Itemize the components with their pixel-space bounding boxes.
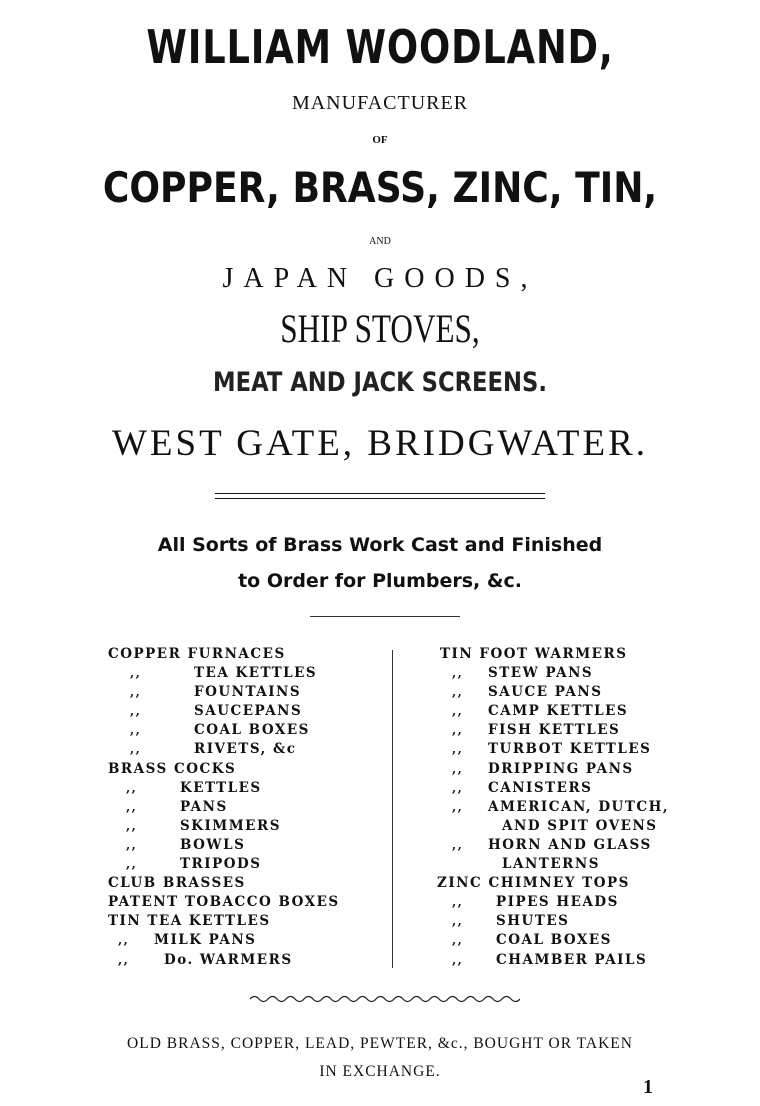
list-item: ,, SHUTES	[452, 913, 570, 930]
list-item: ,, FISH KETTLES	[452, 722, 621, 739]
ditto-mark: ,,	[130, 742, 142, 757]
list-item: ,, PANS	[126, 798, 228, 815]
list-item: ,, RIVETS, &c	[130, 741, 297, 758]
list-item: ,, CANISTERS	[452, 779, 593, 796]
page-number: 1	[643, 1076, 653, 1098]
ditto-mark: ,,	[452, 723, 464, 738]
of-label: OF	[372, 134, 388, 146]
list-item: ,, CHAMBER PAILS	[452, 951, 648, 968]
list-item: CLUB BRASSES	[108, 875, 246, 892]
list-item: ,, PIPES HEADS	[452, 894, 619, 911]
footer-line-2: IN EXCHANGE.	[319, 1063, 441, 1080]
ditto-mark: ,,	[118, 952, 130, 967]
meat-jack-screens-heading: MEAT AND JACK SCREENS.	[213, 367, 547, 398]
list-item: TIN TEA KETTLES	[108, 913, 271, 930]
list-item: ,, SAUCE PANS	[452, 684, 603, 701]
ditto-mark: ,,	[452, 704, 464, 719]
ditto-mark: ,,	[452, 837, 464, 852]
ditto-mark: ,,	[130, 704, 142, 719]
ditto-mark: ,,	[126, 780, 138, 795]
ditto-mark: ,,	[126, 857, 138, 872]
list-item: ,, DRIPPING PANS	[452, 760, 634, 777]
list-item: ,, TURBOT KETTLES	[452, 741, 652, 758]
list-item: ,, FOUNTAINS	[130, 684, 302, 701]
metals-heading: COPPER, BRASS, ZINC, TIN,	[102, 163, 658, 212]
ditto-mark: ,,	[452, 933, 464, 948]
list-item: ,, COAL BOXES	[452, 932, 612, 949]
ditto-mark: ,,	[126, 818, 138, 833]
list-item: ,, TEA KETTLES	[130, 665, 318, 682]
list-item: ,, CAMP KETTLES	[452, 703, 629, 720]
notice-line-1: All Sorts of Brass Work Cast and Finished	[157, 534, 603, 556]
list-item: ,, MILK PANS	[118, 932, 257, 949]
manufacturer-label: MANUFACTURER	[291, 92, 469, 114]
ditto-mark: ,,	[452, 666, 464, 681]
list-item: ,, HORN AND GLASS	[452, 836, 652, 853]
list-item: COPPER FURNACES	[108, 646, 286, 662]
ditto-mark: ,,	[126, 837, 138, 852]
list-item: LANTERNS	[502, 856, 600, 873]
list-item: ,, Do. WARMERS	[118, 951, 293, 968]
list-item: TIN FOOT WARMERS	[440, 646, 628, 662]
ditto-mark: ,,	[130, 723, 142, 738]
list-item: AND SPIT OVENS	[502, 817, 658, 834]
and-label: AND	[369, 236, 391, 247]
list-item: ,, COAL BOXES	[130, 722, 310, 739]
list-item: ,, SKIMMERS	[126, 817, 281, 834]
list-item: ,, STEW PANS	[452, 665, 594, 682]
list-item: ,, KETTLES	[126, 779, 262, 796]
ditto-mark: ,,	[452, 685, 464, 700]
list-item: ,, SAUCEPANS	[130, 703, 303, 720]
ditto-mark: ,,	[118, 933, 130, 948]
list-item: ZINC CHIMNEY TOPS	[437, 875, 630, 892]
wavy-rule-divider	[250, 993, 520, 1005]
ditto-mark: ,,	[452, 761, 464, 776]
ditto-mark: ,,	[452, 895, 464, 910]
address-line: WEST GATE, BRIDGWATER.	[111, 423, 648, 464]
short-rule-divider	[310, 616, 460, 617]
column-divider	[392, 650, 393, 968]
list-item: ,, TRIPODS	[126, 856, 262, 873]
right-product-list	[437, 645, 710, 970]
brass-work-notice	[0, 527, 760, 599]
list-item: ,, AMERICAN, DUTCH,	[452, 798, 670, 815]
ditto-mark: ,,	[452, 780, 464, 795]
list-item: ,, BOWLS	[126, 836, 246, 853]
left-product-list	[108, 645, 388, 970]
japan-goods-heading: JAPAN GOODS,	[222, 263, 538, 294]
list-item: PATENT TOBACCO BOXES	[108, 894, 340, 911]
ditto-mark: ,,	[452, 742, 464, 757]
ditto-mark: ,,	[452, 799, 464, 814]
ditto-mark: ,,	[130, 666, 142, 681]
ditto-mark: ,,	[452, 914, 464, 929]
ditto-mark: ,,	[126, 799, 138, 814]
double-rule-divider	[215, 493, 545, 499]
list-item: BRASS COCKS	[108, 760, 237, 777]
ship-stoves-heading: SHIP STOVES,	[280, 306, 480, 351]
notice-line-2: to Order for Plumbers, &c.	[238, 570, 522, 592]
footer-line-1: OLD BRASS, COPPER, LEAD, PEWTER, &c., BOUGHT OR TAKEN	[127, 1035, 633, 1052]
proprietor-name: WILLIAM WOODLAND,	[146, 20, 614, 74]
ditto-mark: ,,	[130, 685, 142, 700]
ditto-mark: ,,	[452, 952, 464, 967]
